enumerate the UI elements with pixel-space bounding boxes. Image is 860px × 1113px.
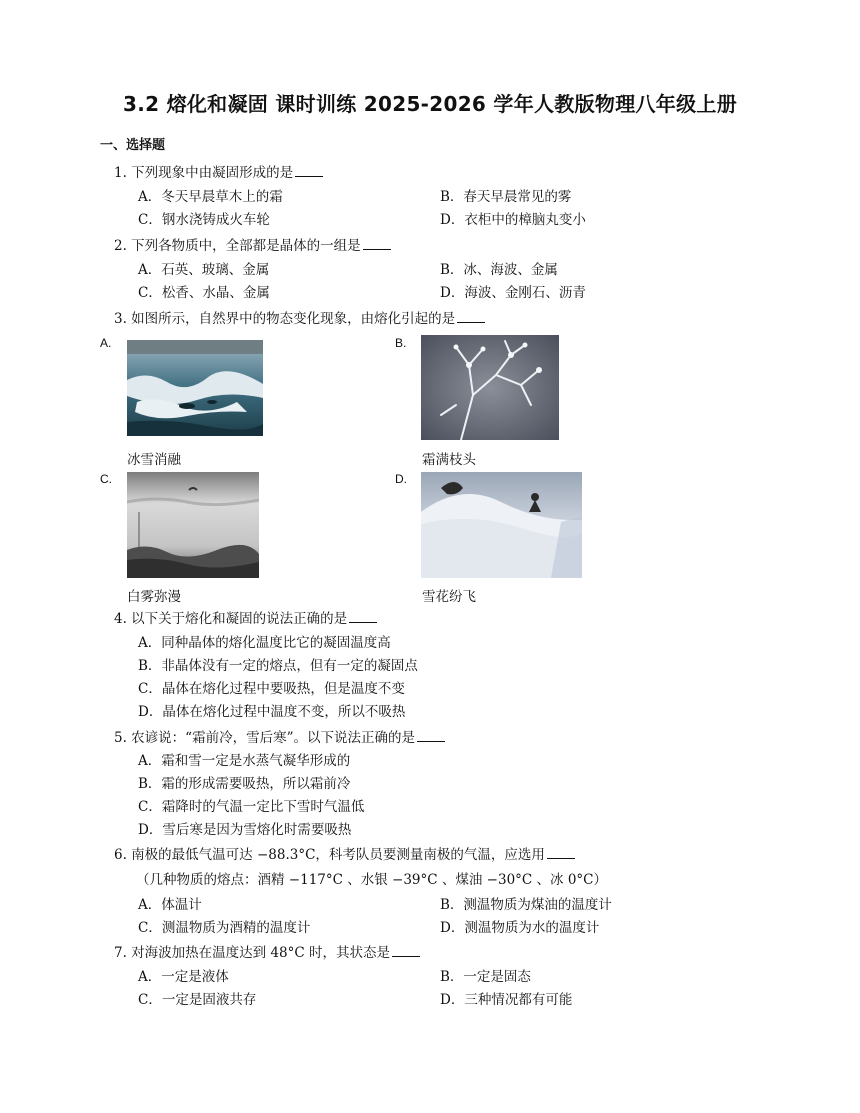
answer-blank — [363, 237, 391, 250]
answer-blank — [295, 164, 323, 177]
question-stem — [114, 729, 445, 747]
image-caption: 冰雪消融 — [127, 452, 181, 468]
question-stem — [114, 610, 377, 628]
image-caption: 霜满枝头 — [422, 452, 476, 468]
option-b: B．非晶体没有一定的熔点，但有一定的凝固点 — [138, 658, 418, 674]
fog-image — [127, 472, 259, 578]
option-a: A．同种晶体的熔化温度比它的凝固温度高 — [138, 635, 391, 651]
question-stem — [114, 237, 391, 255]
option-c: C．一定是固液共存 — [138, 992, 257, 1008]
stem-text: 4. 以下关于熔化和凝固的说法正确的是 — [114, 611, 348, 627]
image-option-label: C. — [100, 472, 112, 486]
option-c: C．晶体在熔化过程中要吸热，但是温度不变 — [138, 681, 405, 697]
option-b: B．测温物质为煤油的温度计 — [440, 897, 612, 913]
option-d: D．衣柜中的樟脑丸变小 — [440, 212, 586, 228]
option-d: D．晶体在熔化过程中温度不变，所以不吸热 — [138, 704, 406, 720]
stem-text: 3. 如图所示，自然界中的物态变化现象，由熔化引起的是 — [114, 311, 456, 327]
frost-branches-image — [421, 335, 559, 440]
image-option-label: A. — [100, 336, 112, 350]
stem-text: 2. 下列各物质中，全部都是晶体的一组是 — [114, 238, 361, 254]
option-a: A．冬天早晨草木上的霜 — [138, 189, 283, 205]
option-a: A．体温计 — [138, 897, 202, 913]
stem-text: 1. 下列现象中由凝固形成的是 — [114, 165, 294, 181]
answer-blank — [349, 610, 377, 623]
option-c: C．霜降时的气温一定比下雪时气温低 — [138, 799, 365, 815]
option-b: B．春天早晨常见的雾 — [440, 189, 572, 205]
question-stem — [114, 944, 420, 962]
option-d: D．测温物质为水的温度计 — [440, 920, 600, 936]
image-option-label: B. — [395, 336, 407, 350]
option-a: A．霜和雪一定是水蒸气凝华形成的 — [138, 753, 351, 769]
option-d: D．三种情况都有可能 — [440, 992, 573, 1008]
image-option-label: D. — [395, 472, 407, 486]
option-a: A．一定是液体 — [138, 969, 229, 985]
option-b: B．一定是固态 — [440, 969, 531, 985]
option-d: D．雪后寒是因为雪熔化时需要吸热 — [138, 822, 352, 838]
answer-blank — [417, 729, 445, 742]
page-title: 3.2 熔化和凝固 课时训练 2025-2026 学年人教版物理八年级上册 — [122, 92, 737, 116]
option-c: C．测温物质为酒精的温度计 — [138, 920, 311, 936]
answer-blank — [392, 944, 420, 957]
question-stem — [114, 164, 323, 182]
option-c: C．钢水浇铸成火车轮 — [138, 212, 270, 228]
option-a: A．石英、玻璃、金属 — [138, 262, 270, 278]
stem-text: 6. 南极的最低气温可达 −88.3°C，科考队员要测量南极的气温，应选用 — [114, 847, 545, 863]
option-b: B．冰、海波、金属 — [440, 262, 558, 278]
melting-snow-image — [127, 340, 263, 436]
image-caption: 雪花纷飞 — [422, 589, 476, 605]
option-b: B．霜的形成需要吸热，所以霜前冷 — [138, 776, 351, 792]
stem-text: 5. 农谚说：“霜前冷，雪后寒”。以下说法正确的是 — [114, 730, 415, 746]
option-d: D．海波、金刚石、沥青 — [440, 285, 586, 301]
question-stem — [114, 310, 485, 328]
stem-text: 7. 对海波加热在温度达到 48°C 时，其状态是 — [114, 945, 391, 961]
question-stem — [114, 846, 575, 864]
melting-point-note: （几种物质的熔点：酒精 −117°C 、水银 −39°C 、煤油 −30°C 、冰 0°C） — [136, 872, 608, 888]
image-caption: 白雾弥漫 — [127, 589, 181, 605]
answer-blank — [457, 310, 485, 323]
section-heading: 一、选择题 — [100, 138, 166, 153]
snowfall-image — [421, 472, 582, 578]
answer-blank — [547, 846, 575, 859]
option-c: C．松香、水晶、金属 — [138, 285, 270, 301]
